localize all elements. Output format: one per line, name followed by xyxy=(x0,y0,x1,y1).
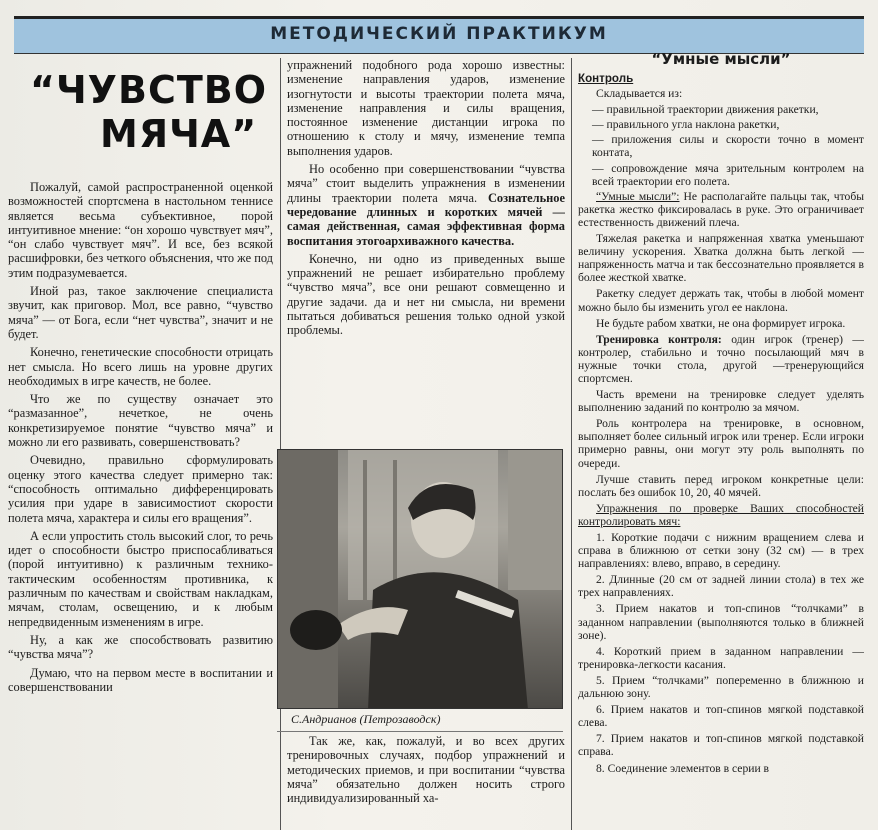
paragraph: Конечно, ни одно из приведенных выше упражнений не решает избирательно проблему “чувство мяча”, все они решают совмещенно и другие задачи. да и нет ни смысла, ни времени пытаться добиваться решения только одной узкой проблемы. xyxy=(287,251,565,338)
paragraph: Роль контролера на тренировке, в основном, выполняет более сильный игрок или тренер. Если игроки примерно равны, они могут эту роль выполнять по очереди. xyxy=(578,417,864,470)
paragraph: Ракетку следует держать так, чтобы в любой момент можно было бы изменить угол ее наклона. xyxy=(578,287,864,314)
exercise-item: 6. Прием накатов и топ-спинов мягкой подставкой слева. xyxy=(578,703,864,730)
headline-line-2: МЯЧА” xyxy=(100,112,258,156)
paragraph: Конечно, генетические способности отрицать нет смысла. Но всего лишь на уровне других необходимых в игре качеств, не более. xyxy=(8,345,273,388)
paragraph: Не будьте рабом хватки, не она формирует игрока. xyxy=(596,316,846,330)
paragraph-text: Не располагайте пальцы так, чтобы ракетка жестко фиксировалась в руке. Это ограничивает естественность движений плеча. xyxy=(578,189,864,229)
paragraph: Так же, как, пожалуй, и во всех других тренировочных случаях, подбор упражнений и методических приемов, и при воспитании “чувства мяча” обязательно должен носить строго индивидуализированный ха- xyxy=(287,734,565,806)
smart-thoughts-lead: “Умные мысли”: xyxy=(596,189,680,203)
sidebar-subhead: Контроль xyxy=(578,72,634,85)
paragraph xyxy=(578,190,864,229)
paragraph xyxy=(578,333,864,385)
exercises-heading: Упражнения по проверке Ваших способностей контролировать мяч: xyxy=(578,501,864,528)
photo-caption: С.Андрианов (Петрозаводск) xyxy=(277,712,563,732)
exercise-item: 1. Короткие подачи с нижним вращением слева и справа в ближнюю от сетки зону (32 см) — в трех направлениях: влево, вправо, в середину. xyxy=(578,531,864,571)
exercise-item: 4. Короткий прием в заданном направлении — тренировка-легкости касания. xyxy=(578,644,864,671)
column-divider xyxy=(571,58,572,830)
paragraph: Часть времени на тренировке следует уделять выполнению заданий по контролю за мячом. xyxy=(578,388,864,415)
paragraph: Пожалуй, самой распространенной оценкой возможностей спортсмена в настольном теннисе является весьма субъективное, порой интуитивное мнение: “он хорошо чувствует мяч”, “он слабо чувствует мяч”. И все, без всякой расшифровки, без четкого объяснения, что же под этим подразумевается. xyxy=(8,180,273,280)
paragraph: А если упростить столь высокий слог, то речь идет о способности быстро приспосабливаться (порой интуитивно) к различным технико-тактическим особенностям противника, к различным по качествам и свойствам накладкам, мячам, столам, освещению, и к любым непредвиденным изменениям в игре. xyxy=(8,528,273,629)
paragraph: Тяжелая ракетка и напряженная хватка уменьшают величину ускорения. Хватка должна быть легкой — напряженность матча и так бессознательно проявляется в более жесткой хватке. xyxy=(578,232,864,285)
paragraph-text: один игрок (тренер) — контролер, стабильно и точно посылающий мяч в нужные точки стола, другой —тренерующийся спортсмен. xyxy=(578,332,864,385)
paragraph: Иной раз, такое заключение специалиста звучит, как приговор. Мол, все равно, “чувство мяча” — от Бога, если “нет чувства”, значит и не будет. xyxy=(8,284,273,341)
section-header-band xyxy=(14,16,864,54)
paragraph: упражнений подобного рода хорошо известны: изменение направления ударов, изменение изогнутости и высоты траектории полета мяча, изменение направления и силы вращения, постоянное изменение дистанции игрока по отношению к столу и мячу, изменение темпа выполнения ударов. xyxy=(287,58,565,158)
paragraph-text: Но особенно при совершенствовании “чувства мяча” стоит выделить упражнения в изменении длины траектории полета мяча. xyxy=(287,162,565,205)
paragraph: Думаю, что на первом месте в воспитании и совершенствовании xyxy=(8,665,273,694)
list-item: — правильного угла наклона ракетки, xyxy=(592,118,780,132)
key-statement: Сознательное чередование длинных и коротких мячей — самая действенная, самая эффективная форма воспитания этогоархиважного качества. xyxy=(287,190,565,248)
paragraph: Лучше ставить перед игроком конкретные цели: послать без ошибок 10, 20, 40 мячей. xyxy=(578,472,864,499)
section-header-title: МЕТОДИЧЕСКИЙ ПРАКТИКУМ xyxy=(270,24,608,44)
list-item: — приложения силы и скорости точно в момент контата, xyxy=(592,133,864,160)
sidebar-column xyxy=(578,72,864,830)
article-column-2 xyxy=(287,58,565,450)
article-headline xyxy=(30,68,270,156)
paragraph: Ну, а как же способствовать развитию “чувства мяча”? xyxy=(8,632,273,662)
paragraph: Что же по существу означает это “размазанное”, нечеткое, не очень конкретизируемое понятие “чувство мяча” и можно ли его развивать, совершенствовать? xyxy=(8,392,273,450)
article-column-2-continued xyxy=(287,734,565,830)
exercise-item: 3. Прием накатов и топ-спинов “толчками” в заданном направлении (выполняются только в ближней зоне). xyxy=(578,602,864,642)
exercise-item: 8. Соединение элементов в серии в xyxy=(596,761,770,775)
paragraph: Очевидно, правильно сформулировать оценку этого качества следует примерно так: “способность оптимально дифференцировать усилия при ударе в зависимостиот скорости полета мяча, характера и силы его вращения”. xyxy=(8,453,273,525)
list-item: — сопровождение мяча зрительным контролем на всей траектории его полета. xyxy=(592,161,864,188)
sidebar-title: “Умные мысли” xyxy=(651,50,791,68)
exercise-item: 7. Прием накатов и топ-спинов мягкой подставкой справа. xyxy=(578,732,864,759)
article-column-1 xyxy=(8,180,273,830)
list-item: — правильной траектории движения ракетки, xyxy=(592,103,819,117)
paragraph xyxy=(287,162,565,248)
player-photo-illustration xyxy=(278,450,563,709)
paragraph: Складывается из: xyxy=(596,87,683,101)
headline-line-1: “ЧУВСТВО xyxy=(30,68,268,112)
training-lead: Тренировка контроля: xyxy=(596,332,722,346)
player-photo xyxy=(277,449,563,709)
exercise-item: 2. Длинные (20 см от задней линии стола) в тех же трех направлениях. xyxy=(578,573,864,600)
exercise-item: 5. Прием “толчками” попеременно в ближнюю и дальнюю зону. xyxy=(578,673,864,701)
